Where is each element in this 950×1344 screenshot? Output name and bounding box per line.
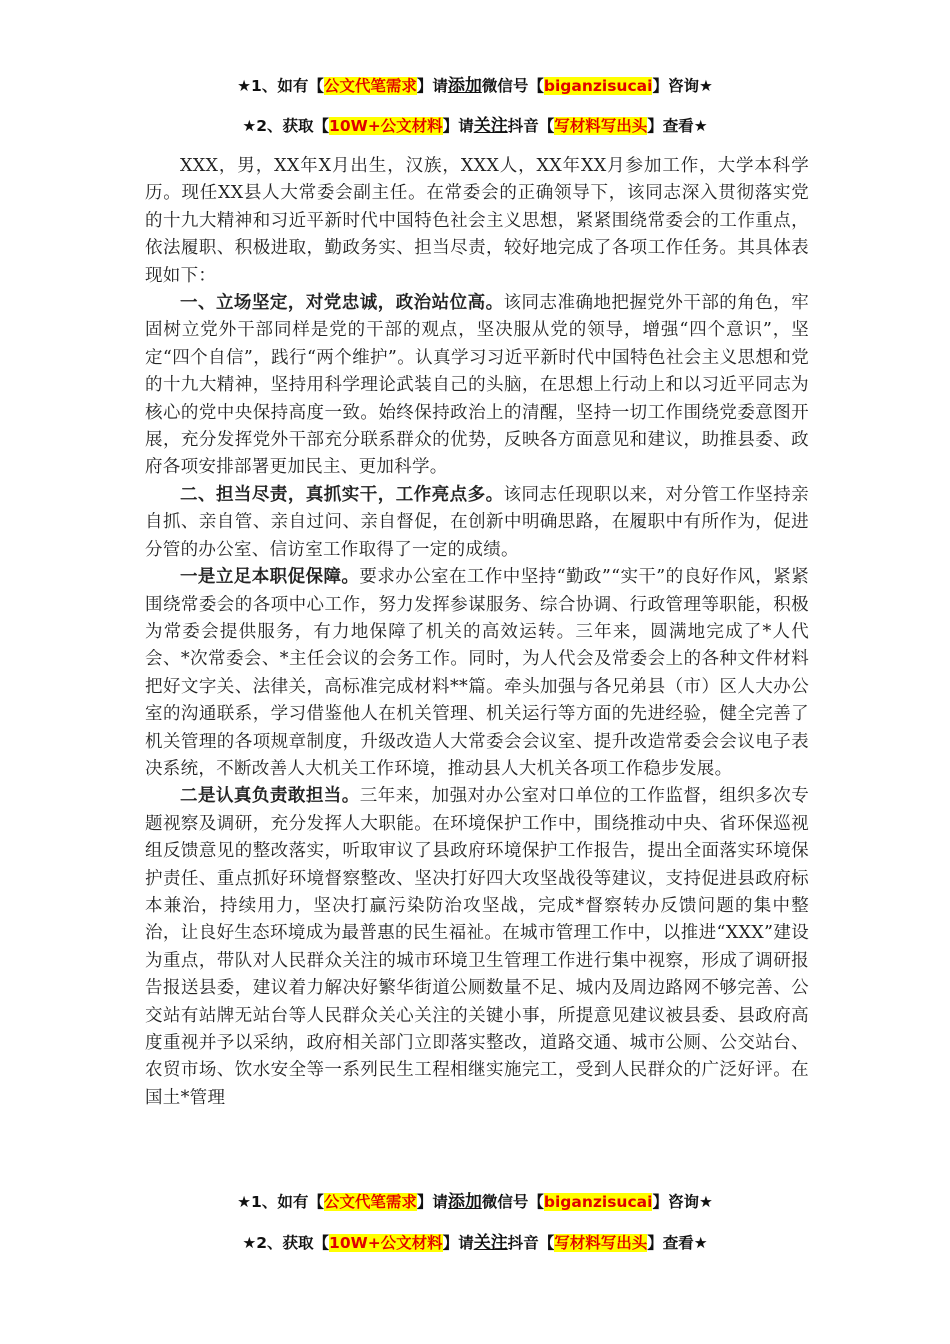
underline-add: 添加 bbox=[447, 1192, 482, 1212]
highlight-materials: 10W+公文材料 bbox=[329, 117, 443, 135]
item-heading: 一是立足本职促保障。 bbox=[180, 567, 360, 588]
underline-follow: 关注 bbox=[473, 116, 508, 136]
underline-add: 添加 bbox=[447, 76, 482, 96]
paragraph-section-2: 二、担当尽责，真抓实干，工作亮点多。该同志任现职以来，对分管工作坚持亲自抓、亲自管、亲自过问、亲自督促，在创新中明确思路，在履职中有所作为，促进分管的办公室、信访室工作取得了一定的成绩。 bbox=[145, 484, 809, 560]
promo-banner-top-line2: ★2、获取【10W+公文材料】请关注抖音【写材料写出头】查看★ bbox=[242, 116, 708, 136]
highlight-douyin-account: 写材料写出头 bbox=[554, 1234, 648, 1252]
highlight-douyin-account: 写材料写出头 bbox=[554, 117, 648, 135]
highlight-wechat-id: biganzisucai bbox=[543, 1193, 653, 1211]
section-heading: 二、担当尽责，真抓实干，工作亮点多。 bbox=[180, 484, 504, 505]
paragraph-item-2: 二是认真负责敢担当。三年来，加强对办公室对口单位的工作监督，组织多次专题视察及调研，充分发挥人大职能。在环境保护工作中，围绕推动中央、省环保巡视组反馈意见的整改落实，听取审议了县政府环境保护工作报告，提出全面落实环境保护责任、重点抓好环境督察整改、坚决打好四大攻坚战役等建议，支持促进县政府标本兼治，持续用力，坚决打赢污染防治攻坚战，完成*督察转办反馈问题的集中整治，让良好生态环境成为最普惠的民生福祉。在城市管理工作中，以推进“XXX”建设为重点，带队对人民群众关注的城市环境卫生管理工作进行集中视察，形成了调研报告报送县委，建议着力解决好繁华街道公厕数量不足、城内及周边路网不够完善、公交站有站牌无站台等人民群众关心关注的关键小事，所提意见建议被县委、县政府高度重视并予以采纳，政府相关部门立即落实整改，道路交通、城市公厕、公交站台、农贸市场、饮水安全等一系列民生工程相继实施完工，受到人民群众的广泛好评。在国土*管理 bbox=[145, 786, 809, 1108]
highlight-service: 公文代笔需求 bbox=[323, 77, 417, 95]
section-heading: 一、立场坚定，对党忠诚，政治站位高。 bbox=[180, 293, 504, 314]
promo-banner-bottom-line2: ★2、获取【10W+公文材料】请关注抖音【写材料写出头】查看★ bbox=[242, 1233, 708, 1253]
underline-follow: 关注 bbox=[473, 1233, 508, 1253]
promo-banner-bottom-line1: ★1、如有【公文代笔需求】请添加微信号【biganzisucai】咨询★ bbox=[237, 1192, 713, 1212]
paragraph-item-1: 一是立足本职促保障。要求办公室在工作中坚持“勤政”“实干”的良好作风，紧紧围绕常委会的各项中心工作，努力发挥参谋服务、综合协调、行政管理等职能，积极为常委会提供服务，有力地保障了机关的高效运转。三年来，圆满地完成了*人代会、*次常委会、*主任会议的会务工作。同时，为人代会及常委会上的各种文件材料把好文字关、法律关，高标准完成材料**篇。牵头加强与各兄弟县（市）区人大办公室的沟通联系，学习借鉴他人在机关管理、机关运行等方面的先进经验，健全完善了机关管理的各项规章制度，升级改造人大常委会会议室、提升改造常委会会议电子表决系统，不断改善人大机关工作环境，推动县人大机关各项工作稳步发展。 bbox=[145, 567, 810, 779]
item-heading: 二是认真负责敢担当。 bbox=[180, 786, 360, 807]
highlight-service: 公文代笔需求 bbox=[323, 1193, 417, 1211]
document-body bbox=[145, 153, 809, 1112]
highlight-wechat-id: biganzisucai bbox=[543, 77, 653, 95]
paragraph-section-1: 一、立场坚定，对党忠诚，政治站位高。该同志准确地把握党外干部的角色，牢固树立党外干部同样是党的干部的观点，坚决服从党的领导，增强“四个意识”，坚定“四个自信”，践行“两个维护”。认真学习习近平新时代中国特色社会主义思想和党的十九大精神，坚持用科学理论武装自己的头脑，在思想上行动上和以习近平同志为核心的党中央保持高度一致。始终保持政治上的清醒，坚持一切工作围绕党委意图开展，充分发挥党外干部充分联系群众的优势，反映各方面意见和建议，助推县委、政府各项安排部署更加民主、更加科学。 bbox=[145, 293, 809, 478]
paragraph-intro: XXX，男，XX年X月出生，汉族，XXX人，XX年XX月参加工作，大学本科学历。现任XX县人大常委会副主任。在常委会的正确领导下，该同志深入贯彻落实党的十九大精神和习近平新时代中国特色社会主义思想，紧紧围绕常委会的工作重点，依法履职、积极进取，勤政务实、担当尽责，较好地完成了各项工作任务。其具体表现如下： bbox=[145, 156, 809, 286]
highlight-materials: 10W+公文材料 bbox=[329, 1234, 443, 1252]
promo-banner-top-line1: ★1、如有【公文代笔需求】请添加微信号【biganzisucai】咨询★ bbox=[237, 76, 713, 96]
